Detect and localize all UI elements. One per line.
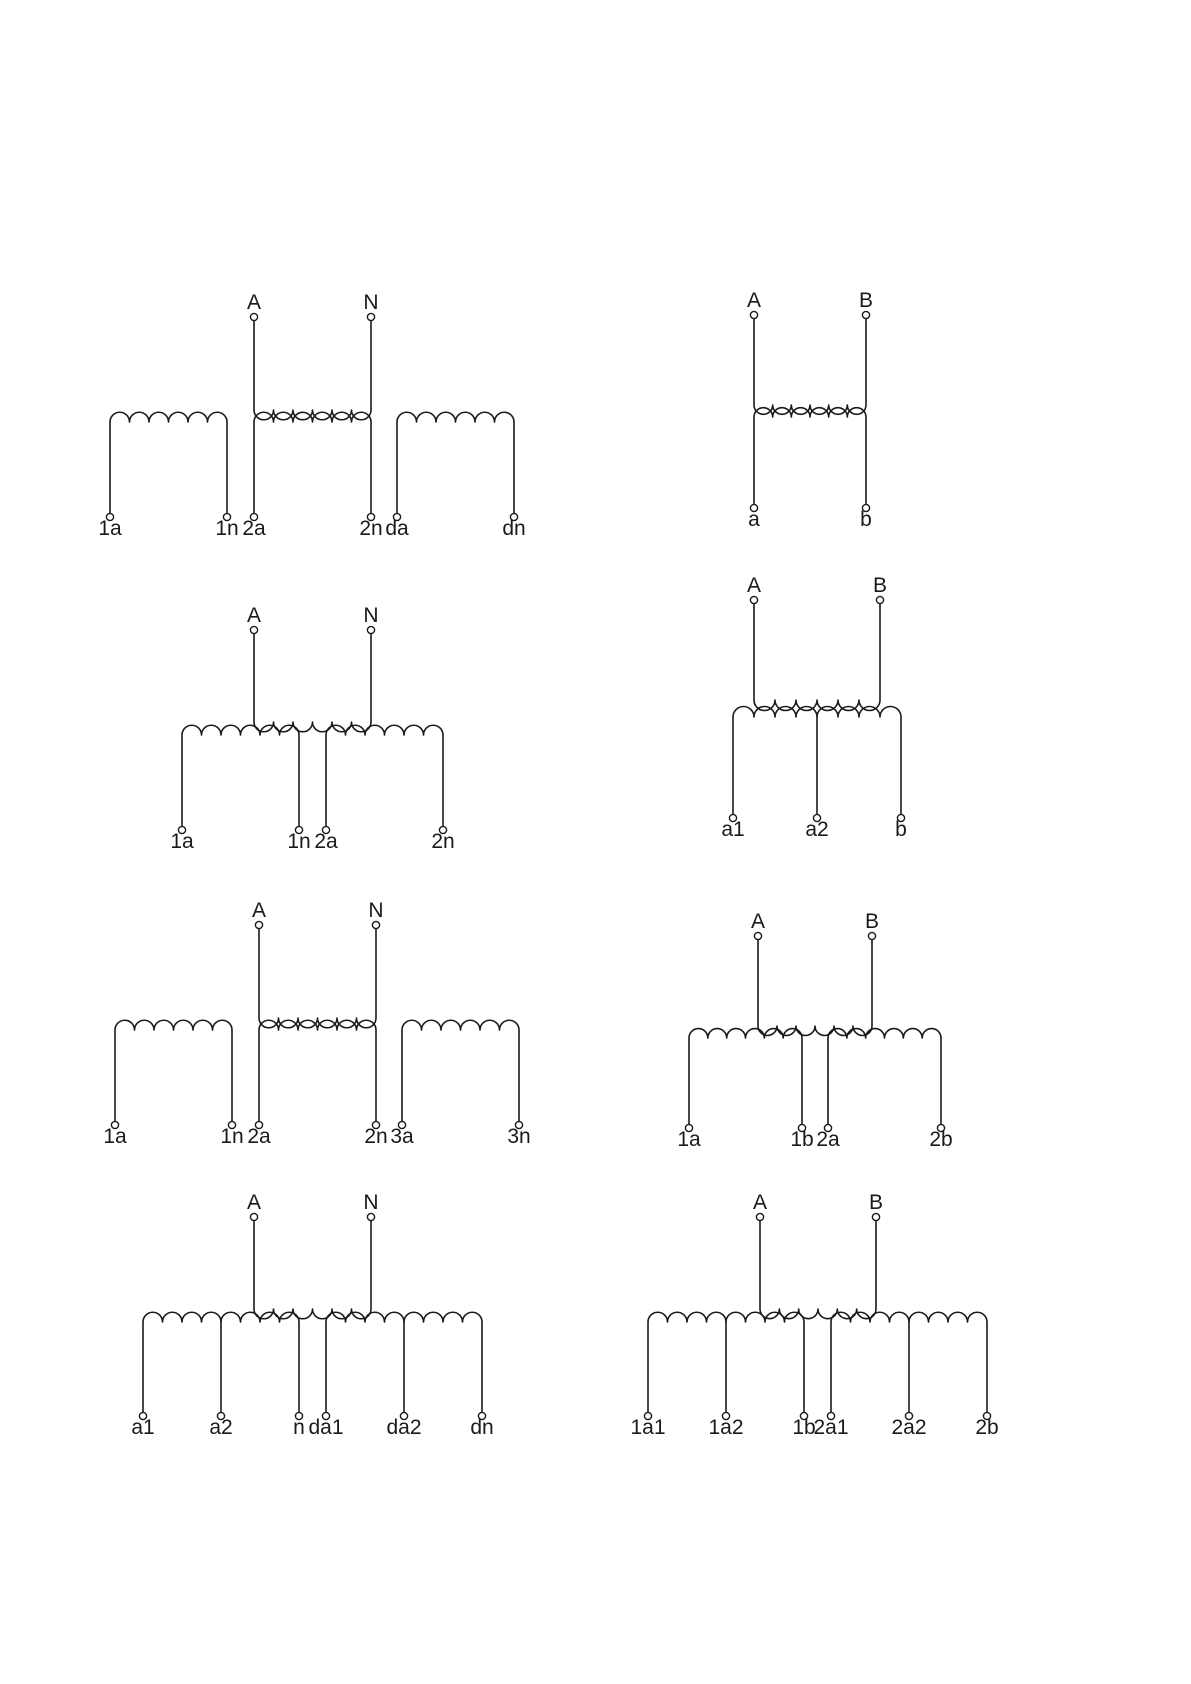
terminal-label-primary-n-4: N: [368, 899, 384, 922]
terminal-label-secondary-3a-4-2: 3a: [390, 1125, 414, 1148]
terminal-label-secondary-a2-3-0: a2: [805, 818, 829, 841]
primary-winding: [259, 929, 376, 1028]
terminal-primary-n-4: [372, 921, 379, 928]
terminal-label-primary-n-6: N: [363, 1191, 379, 1214]
terminal-label-secondary-2b-5-1: 2b: [929, 1128, 953, 1151]
terminal-label-secondary-2a1-7-1: 2a1: [813, 1416, 849, 1439]
secondary-winding: [110, 412, 227, 513]
transformer-diagram-a-b-two-secondaries: [677, 910, 952, 1151]
secondary-winding: [754, 408, 866, 504]
terminal-primary-a-3: [750, 596, 757, 603]
primary-winding: [754, 319, 866, 414]
terminal-primary-n-6: [367, 1213, 374, 1220]
terminal-primary-a-0: [250, 313, 257, 320]
terminal-label-primary-a-6: A: [246, 1191, 262, 1214]
terminal-label-primary-a-3: A: [746, 574, 762, 597]
terminal-label-secondary-1a-4-0: 1a: [103, 1125, 127, 1148]
terminal-primary-a-5: [754, 932, 761, 939]
terminal-label-secondary-2n-4-1: 2n: [364, 1125, 388, 1148]
terminal-label-secondary-dn-0-2: dn: [502, 517, 526, 540]
terminal-label-secondary-3n-4-2: 3n: [507, 1125, 531, 1148]
terminal-label-secondary-a1-6-0: a1: [131, 1416, 155, 1439]
terminal-label-primary-b-3: B: [872, 574, 888, 597]
terminal-label-secondary-a2-6-0: a2: [209, 1416, 233, 1439]
terminal-label-primary-a-1: A: [746, 289, 762, 312]
secondary-winding: [259, 1020, 376, 1121]
terminal-label-secondary-1n-0-0: 1n: [215, 517, 239, 540]
primary-winding: [254, 1221, 371, 1319]
terminal-label-primary-n-2: N: [363, 604, 379, 627]
terminal-label-secondary-1n-2-0: 1n: [287, 830, 311, 853]
terminal-primary-a-1: [750, 311, 757, 318]
secondary-winding: [326, 725, 443, 826]
transformer-diagram-a-n-three-secondaries: [98, 291, 525, 540]
terminal-label-secondary-da2-6-1: da2: [386, 1416, 422, 1439]
terminal-label-secondary-a-1-0: a: [748, 508, 760, 531]
terminal-label-secondary-1a-2-0: 1a: [170, 830, 194, 853]
transformer-diagram-a-b-single-secondary: [747, 289, 873, 531]
terminal-label-primary-a-4: A: [251, 899, 267, 922]
terminal-label-primary-b-7: B: [868, 1191, 884, 1214]
transformer-diagram-a-n-two-secondaries: [170, 604, 454, 853]
terminal-label-primary-a-2: A: [246, 604, 262, 627]
terminal-label-secondary-2b-7-1: 2b: [975, 1416, 999, 1439]
terminal-label-secondary-2a-2-1: 2a: [314, 830, 338, 853]
primary-winding: [760, 1221, 876, 1319]
primary-winding: [758, 940, 872, 1036]
terminal-label-secondary-2a-4-1: 2a: [247, 1125, 271, 1148]
terminal-primary-b-3: [876, 596, 883, 603]
transformer-diagram-a-b-two-tapped-secondaries: [630, 1191, 998, 1439]
terminal-primary-n-2: [367, 626, 374, 633]
terminal-primary-b-7: [872, 1213, 879, 1220]
secondary-winding: [254, 412, 371, 513]
terminal-label-secondary-1n-4-0: 1n: [220, 1125, 244, 1148]
primary-winding: [254, 634, 371, 732]
terminal-primary-a-4: [255, 921, 262, 928]
secondary-winding: [689, 1029, 802, 1124]
terminal-label-secondary-1b-5-0: 1b: [790, 1128, 814, 1151]
terminal-label-secondary-n-6-0: n: [293, 1416, 305, 1439]
terminal-label-secondary-2a2-7-1: 2a2: [891, 1416, 927, 1439]
terminal-label-secondary-dn-6-1: dn: [470, 1416, 494, 1439]
terminal-label-primary-b-5: B: [864, 910, 880, 933]
transformer-diagram-a-b-tapped-secondary: [721, 574, 907, 841]
transformer-diagram-a-n-two-tapped-secondaries: [131, 1191, 493, 1439]
terminal-label-secondary-2a-0-1: 2a: [242, 517, 266, 540]
terminal-label-secondary-2a-5-1: 2a: [816, 1128, 840, 1151]
terminal-label-secondary-2n-2-1: 2n: [431, 830, 455, 853]
terminal-label-secondary-b-1-0: b: [860, 508, 872, 531]
terminal-primary-b-5: [868, 932, 875, 939]
terminal-label-primary-a-7: A: [752, 1191, 768, 1214]
terminal-primary-b-1: [862, 311, 869, 318]
terminal-label-secondary-2n-0-1: 2n: [359, 517, 383, 540]
terminal-label-secondary-1b-7-0: 1b: [792, 1416, 816, 1439]
secondary-winding: [182, 725, 299, 826]
terminal-label-secondary-a1-3-0: a1: [721, 818, 745, 841]
terminal-label-primary-a-0: A: [246, 291, 262, 314]
terminal-primary-a-2: [250, 626, 257, 633]
terminal-label-secondary-b-3-0: b: [895, 818, 907, 841]
terminal-primary-n-0: [367, 313, 374, 320]
transformer-diagram-a-n-three-secondaries-3n: [103, 899, 530, 1148]
terminal-label-secondary-1a1-7-0: 1a1: [630, 1416, 666, 1439]
primary-winding: [754, 604, 880, 711]
primary-winding: [254, 321, 371, 420]
terminal-label-secondary-1a-5-0: 1a: [677, 1128, 701, 1151]
terminal-label-primary-b-1: B: [858, 289, 874, 312]
secondary-winding: [115, 1020, 232, 1121]
terminal-label-secondary-da1-6-1: da1: [308, 1416, 344, 1439]
terminal-primary-a-6: [250, 1213, 257, 1220]
terminal-label-secondary-1a-0-0: 1a: [98, 517, 122, 540]
secondary-winding: [828, 1029, 941, 1124]
terminal-label-primary-n-0: N: [363, 291, 379, 314]
terminal-label-secondary-1a2-7-0: 1a2: [708, 1416, 744, 1439]
secondary-winding: [402, 1020, 519, 1121]
secondary-winding: [397, 412, 514, 513]
terminal-primary-a-7: [756, 1213, 763, 1220]
terminal-label-secondary-da-0-2: da: [385, 517, 409, 540]
terminal-label-primary-a-5: A: [750, 910, 766, 933]
